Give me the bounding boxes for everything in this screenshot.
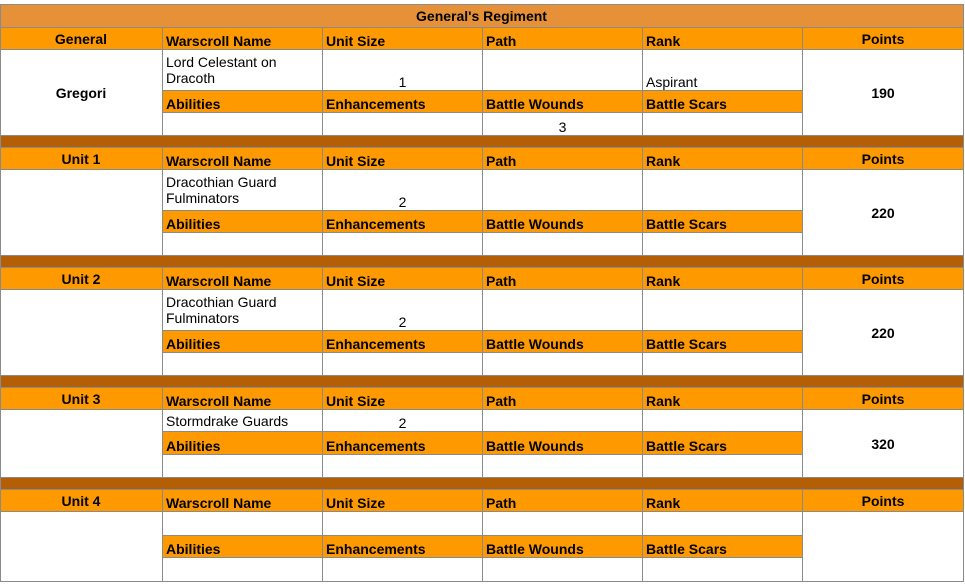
points-value-cell[interactable]: 190 <box>803 50 964 136</box>
abilities-cell[interactable] <box>163 353 323 376</box>
header-warscroll-name: Warscroll Name <box>163 28 323 50</box>
header-path: Path <box>483 490 643 512</box>
commander-name-cell[interactable]: Gregori <box>0 50 163 136</box>
header-abilities: Abilities <box>163 331 323 353</box>
header-points: Points <box>803 28 964 50</box>
header-battle-scars: Battle Scars <box>643 211 803 233</box>
header-abilities: Abilities <box>163 91 323 113</box>
commander-name-cell[interactable] <box>0 512 163 582</box>
header-unit-size: Unit Size <box>323 148 483 170</box>
enhancements-cell[interactable] <box>323 353 483 376</box>
header-battle-wounds: Battle Wounds <box>483 211 643 233</box>
header-battle-wounds: Battle Wounds <box>483 91 643 113</box>
header-enhancements: Enhancements <box>323 536 483 558</box>
enhancements-cell[interactable] <box>323 113 483 136</box>
header-battle-scars: Battle Scars <box>643 432 803 455</box>
battle-wounds-cell[interactable]: 3 <box>483 113 643 136</box>
battle-scars-cell[interactable] <box>643 353 803 376</box>
section-separator <box>0 136 964 148</box>
battle-wounds-cell[interactable] <box>483 455 643 478</box>
battle-wounds-cell[interactable] <box>483 353 643 376</box>
warscroll-name-cell[interactable]: Stormdrake Guards <box>163 410 323 432</box>
header-rank: Rank <box>643 268 803 290</box>
header-abilities: Abilities <box>163 536 323 558</box>
commander-name-cell[interactable] <box>0 170 163 256</box>
points-value-cell[interactable]: 320 <box>803 410 964 478</box>
header-points: Points <box>803 148 964 170</box>
rank-cell[interactable] <box>643 170 803 211</box>
points-value-cell[interactable] <box>803 512 964 582</box>
header-enhancements: Enhancements <box>323 331 483 353</box>
path-cell[interactable] <box>483 170 643 211</box>
section-label: Unit 4 <box>0 490 163 512</box>
section-label: Unit 2 <box>0 268 163 290</box>
unit-size-cell[interactable]: 2 <box>323 410 483 432</box>
header-path: Path <box>483 388 643 410</box>
header-rank: Rank <box>643 490 803 512</box>
enhancements-cell[interactable] <box>323 558 483 582</box>
warscroll-name-cell[interactable]: Dracothian Guard Fulminators <box>163 170 323 211</box>
unit-size-cell[interactable]: 2 <box>323 290 483 331</box>
section-separator <box>0 478 964 490</box>
commander-name-cell[interactable] <box>0 290 163 376</box>
header-warscroll-name: Warscroll Name <box>163 388 323 410</box>
unit-size-cell[interactable] <box>323 512 483 536</box>
battle-scars-cell[interactable] <box>643 455 803 478</box>
section-label: General <box>0 28 163 50</box>
header-unit-size: Unit Size <box>323 268 483 290</box>
header-path: Path <box>483 148 643 170</box>
points-value-cell[interactable]: 220 <box>803 170 964 256</box>
warscroll-name-cell[interactable]: Lord Celestant on Dracoth <box>163 50 323 91</box>
header-warscroll-name: Warscroll Name <box>163 268 323 290</box>
unit-size-cell[interactable]: 1 <box>323 50 483 91</box>
header-unit-size: Unit Size <box>323 28 483 50</box>
points-value-cell[interactable]: 220 <box>803 290 964 376</box>
header-path: Path <box>483 28 643 50</box>
header-abilities: Abilities <box>163 432 323 455</box>
header-battle-scars: Battle Scars <box>643 91 803 113</box>
battle-scars-cell[interactable] <box>643 113 803 136</box>
header-points: Points <box>803 268 964 290</box>
header-unit-size: Unit Size <box>323 388 483 410</box>
enhancements-cell[interactable] <box>323 233 483 256</box>
header-rank: Rank <box>643 148 803 170</box>
header-unit-size: Unit Size <box>323 490 483 512</box>
rank-cell[interactable] <box>643 512 803 536</box>
header-battle-scars: Battle Scars <box>643 536 803 558</box>
header-points: Points <box>803 388 964 410</box>
header-enhancements: Enhancements <box>323 211 483 233</box>
regiment-title: General's Regiment <box>0 4 964 28</box>
path-cell[interactable] <box>483 410 643 432</box>
warscroll-name-cell[interactable]: Dracothian Guard Fulminators <box>163 290 323 331</box>
header-rank: Rank <box>643 388 803 410</box>
abilities-cell[interactable] <box>163 455 323 478</box>
abilities-cell[interactable] <box>163 113 323 136</box>
battle-wounds-cell[interactable] <box>483 558 643 582</box>
unit-size-cell[interactable]: 2 <box>323 170 483 211</box>
path-cell[interactable] <box>483 50 643 91</box>
section-separator <box>0 256 964 268</box>
path-cell[interactable] <box>483 290 643 331</box>
section-separator <box>0 376 964 388</box>
abilities-cell[interactable] <box>163 233 323 256</box>
header-battle-wounds: Battle Wounds <box>483 536 643 558</box>
header-battle-scars: Battle Scars <box>643 331 803 353</box>
section-label: Unit 1 <box>0 148 163 170</box>
rank-cell[interactable] <box>643 290 803 331</box>
enhancements-cell[interactable] <box>323 455 483 478</box>
header-rank: Rank <box>643 28 803 50</box>
abilities-cell[interactable] <box>163 558 323 582</box>
header-battle-wounds: Battle Wounds <box>483 331 643 353</box>
header-warscroll-name: Warscroll Name <box>163 148 323 170</box>
header-battle-wounds: Battle Wounds <box>483 432 643 455</box>
header-warscroll-name: Warscroll Name <box>163 490 323 512</box>
header-enhancements: Enhancements <box>323 432 483 455</box>
battle-scars-cell[interactable] <box>643 558 803 582</box>
rank-cell[interactable]: Aspirant <box>643 50 803 91</box>
rank-cell[interactable] <box>643 410 803 432</box>
section-label: Unit 3 <box>0 388 163 410</box>
header-points: Points <box>803 490 964 512</box>
battle-scars-cell[interactable] <box>643 233 803 256</box>
header-abilities: Abilities <box>163 211 323 233</box>
path-cell[interactable] <box>483 512 643 536</box>
warscroll-name-cell[interactable] <box>163 512 323 536</box>
commander-name-cell[interactable] <box>0 410 163 478</box>
header-enhancements: Enhancements <box>323 91 483 113</box>
battle-wounds-cell[interactable] <box>483 233 643 256</box>
header-path: Path <box>483 268 643 290</box>
